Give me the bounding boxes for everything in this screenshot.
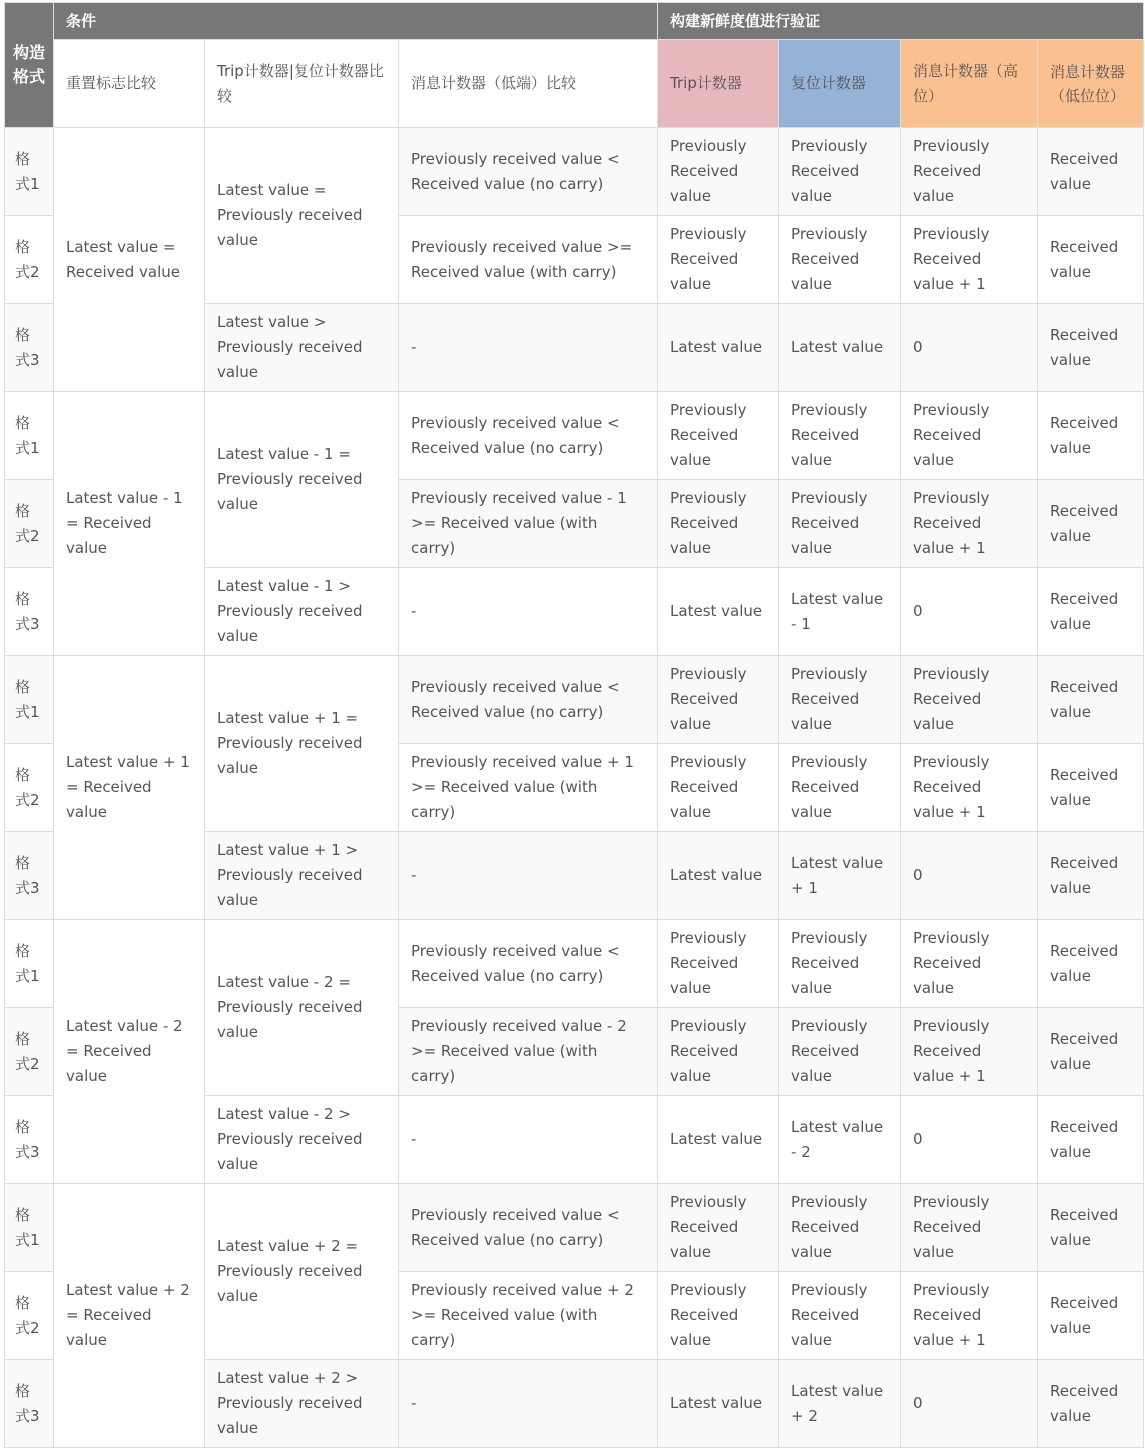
format-cell: 格式1 bbox=[5, 1184, 54, 1272]
header-msg-low-compare: 消息计数器（低端）比较 bbox=[399, 40, 658, 128]
table-row bbox=[5, 1184, 1144, 1272]
format-cell: 格式2 bbox=[5, 1272, 54, 1360]
format-cell: 格式1 bbox=[5, 656, 54, 744]
msg-low-condition: - bbox=[399, 1360, 658, 1448]
header-build-freshness: 构建新鲜度值进行验证 bbox=[658, 3, 1144, 40]
msg-counter-low-value: Received value bbox=[1038, 568, 1144, 656]
trip-reset-condition: Latest value = Previously received value bbox=[205, 128, 399, 304]
msg-counter-high-value: 0 bbox=[901, 1360, 1038, 1448]
table-row bbox=[5, 392, 1144, 480]
reset-flag-condition: Latest value + 1 = Received value bbox=[54, 656, 205, 920]
trip-reset-condition: Latest value > Previously received value bbox=[205, 304, 399, 392]
trip-reset-condition: Latest value + 1 = Previously received value bbox=[205, 656, 399, 832]
trip-counter-value: Previously Received value bbox=[658, 920, 779, 1008]
freshness-value-table bbox=[4, 2, 1144, 1448]
msg-low-condition: Previously received value < Received value (no carry) bbox=[399, 1184, 658, 1272]
msg-counter-high-value: Previously Received value bbox=[901, 128, 1038, 216]
header-conditions: 条件 bbox=[54, 3, 658, 40]
format-cell: 格式2 bbox=[5, 744, 54, 832]
format-cell: 格式2 bbox=[5, 216, 54, 304]
header-format: 构造格式 bbox=[5, 3, 54, 128]
reset-counter-value: Previously Received value bbox=[779, 920, 901, 1008]
msg-counter-low-value: Received value bbox=[1038, 832, 1144, 920]
reset-flag-condition: Latest value - 1 = Received value bbox=[54, 392, 205, 656]
msg-counter-low-value: Received value bbox=[1038, 1096, 1144, 1184]
msg-counter-high-value: Previously Received value bbox=[901, 392, 1038, 480]
msg-low-condition: - bbox=[399, 568, 658, 656]
trip-reset-condition: Latest value + 1 > Previously received value bbox=[205, 832, 399, 920]
format-cell: 格式2 bbox=[5, 1008, 54, 1096]
reset-flag-condition: Latest value = Received value bbox=[54, 128, 205, 392]
trip-reset-condition: Latest value - 2 > Previously received value bbox=[205, 1096, 399, 1184]
header-msg-counter-high: 消息计数器（高位） bbox=[901, 40, 1038, 128]
reset-counter-value: Previously Received value bbox=[779, 1008, 901, 1096]
msg-counter-high-value: Previously Received value bbox=[901, 1184, 1038, 1272]
reset-counter-value: Latest value - 2 bbox=[779, 1096, 901, 1184]
trip-counter-value: Latest value bbox=[658, 568, 779, 656]
msg-counter-low-value: Received value bbox=[1038, 1360, 1144, 1448]
reset-counter-value: Previously Received value bbox=[779, 392, 901, 480]
format-cell: 格式2 bbox=[5, 480, 54, 568]
trip-counter-value: Previously Received value bbox=[658, 480, 779, 568]
trip-counter-value: Previously Received value bbox=[658, 1008, 779, 1096]
header-trip-counter: Trip计数器 bbox=[658, 40, 779, 128]
msg-low-condition: Previously received value < Received value (no carry) bbox=[399, 392, 658, 480]
msg-counter-low-value: Received value bbox=[1038, 128, 1144, 216]
msg-counter-high-value: 0 bbox=[901, 1096, 1038, 1184]
header-reset-counter: 复位计数器 bbox=[779, 40, 901, 128]
trip-reset-condition: Latest value - 2 = Previously received value bbox=[205, 920, 399, 1096]
trip-counter-value: Previously Received value bbox=[658, 1272, 779, 1360]
table-row bbox=[5, 656, 1144, 744]
reset-counter-value: Latest value + 1 bbox=[779, 832, 901, 920]
msg-counter-low-value: Received value bbox=[1038, 1184, 1144, 1272]
trip-counter-value: Previously Received value bbox=[658, 656, 779, 744]
trip-counter-value: Latest value bbox=[658, 1096, 779, 1184]
trip-reset-condition: Latest value + 2 = Previously received value bbox=[205, 1184, 399, 1360]
msg-low-condition: Previously received value - 1 >= Received value (with carry) bbox=[399, 480, 658, 568]
msg-low-condition: - bbox=[399, 832, 658, 920]
msg-counter-high-value: Previously Received value + 1 bbox=[901, 216, 1038, 304]
msg-low-condition: Previously received value - 2 >= Received value (with carry) bbox=[399, 1008, 658, 1096]
trip-reset-condition: Latest value - 1 > Previously received value bbox=[205, 568, 399, 656]
reset-counter-value: Latest value - 1 bbox=[779, 568, 901, 656]
msg-counter-high-value: Previously Received value + 1 bbox=[901, 744, 1038, 832]
msg-counter-low-value: Received value bbox=[1038, 216, 1144, 304]
format-cell: 格式1 bbox=[5, 392, 54, 480]
msg-counter-low-value: Received value bbox=[1038, 744, 1144, 832]
trip-counter-value: Previously Received value bbox=[658, 128, 779, 216]
header-msg-counter-low: 消息计数器（低位位） bbox=[1038, 40, 1144, 128]
format-cell: 格式3 bbox=[5, 568, 54, 656]
format-cell: 格式3 bbox=[5, 1096, 54, 1184]
trip-counter-value: Previously Received value bbox=[658, 744, 779, 832]
header-trip-reset-compare: Trip计数器|复位计数器比较 bbox=[205, 40, 399, 128]
msg-counter-high-value: 0 bbox=[901, 304, 1038, 392]
trip-counter-value: Previously Received value bbox=[658, 1184, 779, 1272]
msg-low-condition: Previously received value < Received value (no carry) bbox=[399, 656, 658, 744]
format-cell: 格式1 bbox=[5, 128, 54, 216]
reset-counter-value: Latest value + 2 bbox=[779, 1360, 901, 1448]
table-body bbox=[5, 128, 1144, 1448]
msg-counter-high-value: Previously Received value + 1 bbox=[901, 480, 1038, 568]
reset-counter-value: Previously Received value bbox=[779, 216, 901, 304]
msg-low-condition: - bbox=[399, 1096, 658, 1184]
msg-counter-high-value: Previously Received value bbox=[901, 656, 1038, 744]
format-cell: 格式3 bbox=[5, 832, 54, 920]
msg-counter-high-value: Previously Received value bbox=[901, 920, 1038, 1008]
trip-reset-condition: Latest value - 1 = Previously received value bbox=[205, 392, 399, 568]
msg-counter-high-value: Previously Received value + 1 bbox=[901, 1008, 1038, 1096]
msg-counter-low-value: Received value bbox=[1038, 392, 1144, 480]
trip-counter-value: Latest value bbox=[658, 1360, 779, 1448]
msg-low-condition: Previously received value + 2 >= Received value (with carry) bbox=[399, 1272, 658, 1360]
reset-counter-value: Latest value bbox=[779, 304, 901, 392]
trip-counter-value: Previously Received value bbox=[658, 216, 779, 304]
trip-counter-value: Previously Received value bbox=[658, 392, 779, 480]
msg-counter-high-value: 0 bbox=[901, 832, 1038, 920]
msg-counter-low-value: Received value bbox=[1038, 480, 1144, 568]
msg-counter-high-value: 0 bbox=[901, 568, 1038, 656]
format-cell: 格式3 bbox=[5, 1360, 54, 1448]
trip-counter-value: Latest value bbox=[658, 304, 779, 392]
trip-counter-value: Latest value bbox=[658, 832, 779, 920]
reset-flag-condition: Latest value - 2 = Received value bbox=[54, 920, 205, 1184]
reset-counter-value: Previously Received value bbox=[779, 744, 901, 832]
header-reset-flag-compare: 重置标志比较 bbox=[54, 40, 205, 128]
table-row bbox=[5, 128, 1144, 216]
msg-low-condition: Previously received value + 1 >= Received value (with carry) bbox=[399, 744, 658, 832]
msg-low-condition: Previously received value < Received value (no carry) bbox=[399, 920, 658, 1008]
msg-counter-low-value: Received value bbox=[1038, 656, 1144, 744]
table-row bbox=[5, 920, 1144, 1008]
msg-low-condition: Previously received value < Received value (no carry) bbox=[399, 128, 658, 216]
msg-counter-low-value: Received value bbox=[1038, 1272, 1144, 1360]
msg-counter-low-value: Received value bbox=[1038, 304, 1144, 392]
msg-counter-high-value: Previously Received value + 1 bbox=[901, 1272, 1038, 1360]
reset-counter-value: Previously Received value bbox=[779, 1272, 901, 1360]
msg-low-condition: - bbox=[399, 304, 658, 392]
msg-counter-low-value: Received value bbox=[1038, 1008, 1144, 1096]
msg-counter-low-value: Received value bbox=[1038, 920, 1144, 1008]
reset-counter-value: Previously Received value bbox=[779, 656, 901, 744]
trip-reset-condition: Latest value + 2 > Previously received value bbox=[205, 1360, 399, 1448]
reset-counter-value: Previously Received value bbox=[779, 128, 901, 216]
reset-flag-condition: Latest value + 2 = Received value bbox=[54, 1184, 205, 1448]
msg-low-condition: Previously received value >= Received value (with carry) bbox=[399, 216, 658, 304]
format-cell: 格式3 bbox=[5, 304, 54, 392]
reset-counter-value: Previously Received value bbox=[779, 480, 901, 568]
reset-counter-value: Previously Received value bbox=[779, 1184, 901, 1272]
format-cell: 格式1 bbox=[5, 920, 54, 1008]
